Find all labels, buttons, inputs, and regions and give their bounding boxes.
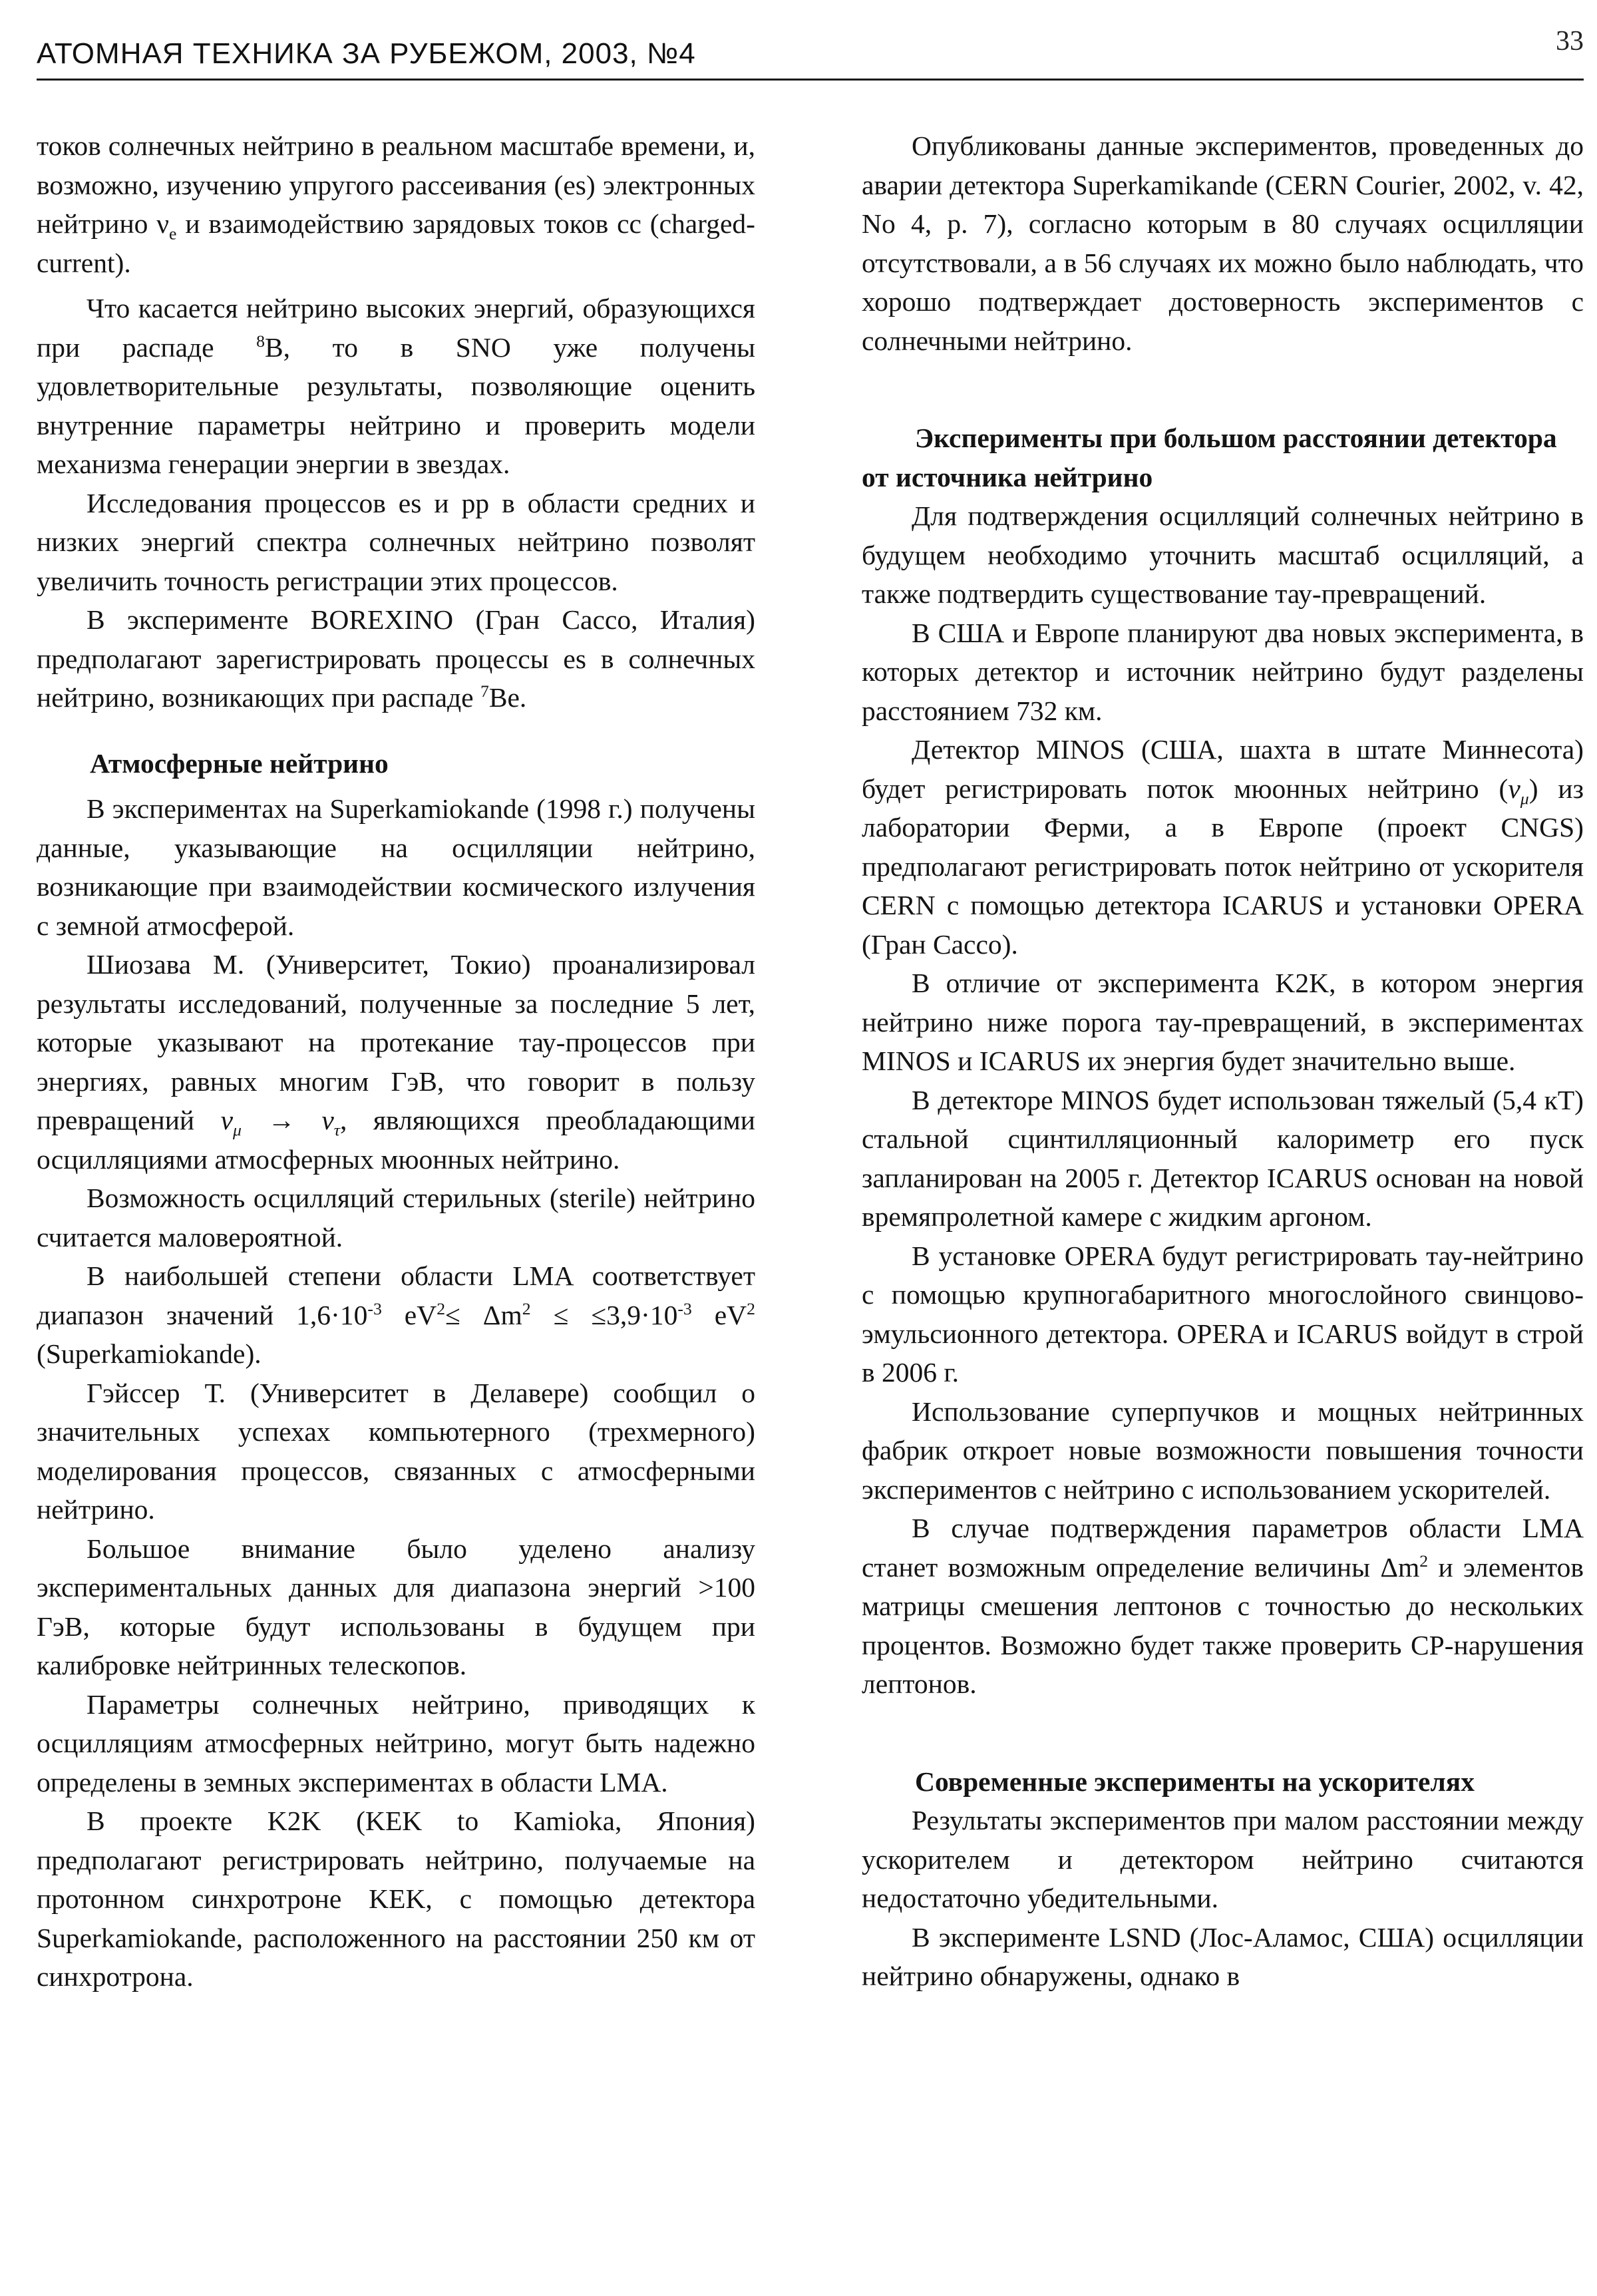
page-number: 33 bbox=[1556, 26, 1584, 57]
paragraph: В экспериментах на Superkamiokande (1998 г.) получены данные, указывающие на осцилляции нейтрино, возникающие при взаимодействии космического излучения с земной атмосферой. bbox=[37, 793, 755, 941]
section-heading-accelerators: Современные эксперименты на ускорителях bbox=[915, 1766, 1475, 1797]
paragraph: Большое внимание было уделено анализу экспериментальных данных для диапазона энергий >100 ГэВ, которые будут использованы в будущем при калибровке нейтринных телескопов. bbox=[37, 1533, 755, 1680]
paragraph: Исследования процессов es и pp в области средних и низких энергий спектра солнечных нейтрино позволят увеличить точность регистрации этих процессов. bbox=[37, 487, 755, 596]
paragraph: токов солнечных нейтрино в реальном масштабе времени, и, возможно, изучению упругого рассеивания (es) электронных нейтрино $\nu_e$ и взаимодействию зарядовых токов cc (charged-current). bbox=[37, 130, 755, 278]
paragraph: В проекте K2K (KEK to Kamioka, Япония) предполагают регистрировать нейтрино, получаемые на протонном синхротроне KEK, с помощью детектора Superkamiokande, расположенного на расстоянии 250 км от синхротрона. bbox=[37, 1806, 755, 1992]
right-column bbox=[862, 126, 1584, 1996]
paragraph: В эксперименте BOREXINO (Гран Сассо, Италия) предполагают зарегистрировать процессы es в солнечных нейтрино, возникающих при распаде $^7$Be. bbox=[37, 604, 755, 713]
paragraph: Параметры солнечных нейтрино, приводящих к осцилляциям атмосферных нейтрино, могут быть надежно определены в земных экспериментах в области LMA. bbox=[37, 1688, 755, 1798]
paragraph: Что касается нейтрино высоких энергий, образующихся при распаде $^8$B, то в SNO уже получены удовлетворительные результаты, позволяющие оценить внутренние параметры нейтрино и проверить модели механизма генерации энергии в звездах. bbox=[37, 293, 755, 479]
running-header bbox=[37, 25, 1584, 85]
paragraph: Шиозава М. (Университет, Токио) проанализировал результаты исследований, полученные за последние 5 лет, которые указывают на протекание тау-процессов при энергиях, равных многим ГэВ, что говорит в пользу превращений $\nu_\mu \to \nu_\tau$, являющихся преобладающими осцилляциями атмосферных мюонных нейтрино. bbox=[37, 949, 755, 1175]
journal-title: АТОМНАЯ ТЕХНИКА ЗА РУБЕЖОМ, 2003, №4 bbox=[37, 37, 696, 70]
section-heading-long-baseline: Эксперименты при большом расстоянии детектора от источника нейтрино bbox=[862, 423, 1557, 492]
paragraph: В детекторе MINOS будет использован тяжелый (5,4 кТ) стальной сцинтилляционный калориметр его пуск запланирован на 2005 г. Детектор ICARUS основан на новой времяпролетной камере с жидким аргоном. bbox=[862, 1084, 1584, 1232]
paragraph: Возможность осцилляций стерильных (sterile) нейтрино считается маловероятной. bbox=[37, 1183, 755, 1252]
paragraph: Детектор MINOS (США, шахта в штате Миннесота) будет регистрировать поток мюонных нейтрино $(\nu_\mu)$ из лаборатории Ферми, а в Европе (проект CNGS) предполагают регистрировать поток нейтрино от ускорителя CERN с помощью детектора ICARUS и установки OPERA (Гран Сассо). bbox=[862, 734, 1584, 960]
paragraph: В наибольшей степени области LMA соответствует диапазон значений $1,6\cdot 10^{-3}$ $eV^2\le \Delta m^2 \le \le 3,9\cdot 10^{-3}$ $eV^2$ (Superkamiokande). bbox=[37, 1260, 756, 1369]
paragraph: В отличие от эксперимента K2K, в котором энергия нейтрино ниже порога тау-превращений, в экспериментах MINOS и ICARUS их энергия будет значительно выше. bbox=[862, 968, 1584, 1076]
section-heading-atmospheric: Атмосферные нейтрино bbox=[90, 747, 389, 779]
paragraph: В США и Европе планируют два новых эксперимента, в которых детектор и источник нейтрино будут разделены расстоянием 732 км. bbox=[862, 617, 1584, 726]
paragraph: Гэйссер Т. (Университет в Делавере) сообщил о значительных успехах компьютерного (трехмерного) моделирования процессов, связанных с атмосферными нейтрино. bbox=[37, 1377, 755, 1525]
paragraph: В установке OPERA будут регистрировать тау-нейтрино с помощью крупногабаритного многослойного свинцово-эмульсионного детектора. OPERA и ICARUS войдут в строй в 2006 г. bbox=[862, 1240, 1584, 1388]
paragraph: Для подтверждения осцилляций солнечных нейтрино в будущем необходимо уточнить масштаб осцилляций, а также подтвердить существование тау-превращений. bbox=[862, 500, 1584, 609]
paragraph: Результаты экспериментов при малом расстоянии между ускорителем и детектором нейтрино считаются недостаточно убедительными. bbox=[862, 1805, 1584, 1913]
paragraph: Опубликованы данные экспериментов, проведенных до аварии детектора Superkamikande (CERN Courier, 2002, v. 42, No 4, p. 7), согласно которым в 80 случаях осцилляции отсутствовали, а в 56 случаях их можно было наблюдать, что хорошо подтверждает достоверность экспериментов с солнечными нейтрино. bbox=[862, 130, 1584, 356]
header-divider bbox=[37, 79, 1584, 81]
paragraph: В эксперименте LSND (Лос-Аламос, США) осцилляции нейтрино обнаружены, однако в bbox=[862, 1921, 1584, 1991]
paragraph: Использование суперпучков и мощных нейтринных фабрик откроет новые возможности повышения точности экспериментов с нейтрино с использованием ускорителей. bbox=[862, 1396, 1584, 1505]
left-column bbox=[37, 126, 755, 1997]
paragraph: В случае подтверждения параметров области LMA станет возможным определение величины $\Delta m^2$ и элементов матрицы смешения лептонов с точностью до нескольких процентов. Возможно будет также проверить CP-нарушения лептонов. bbox=[862, 1513, 1584, 1699]
